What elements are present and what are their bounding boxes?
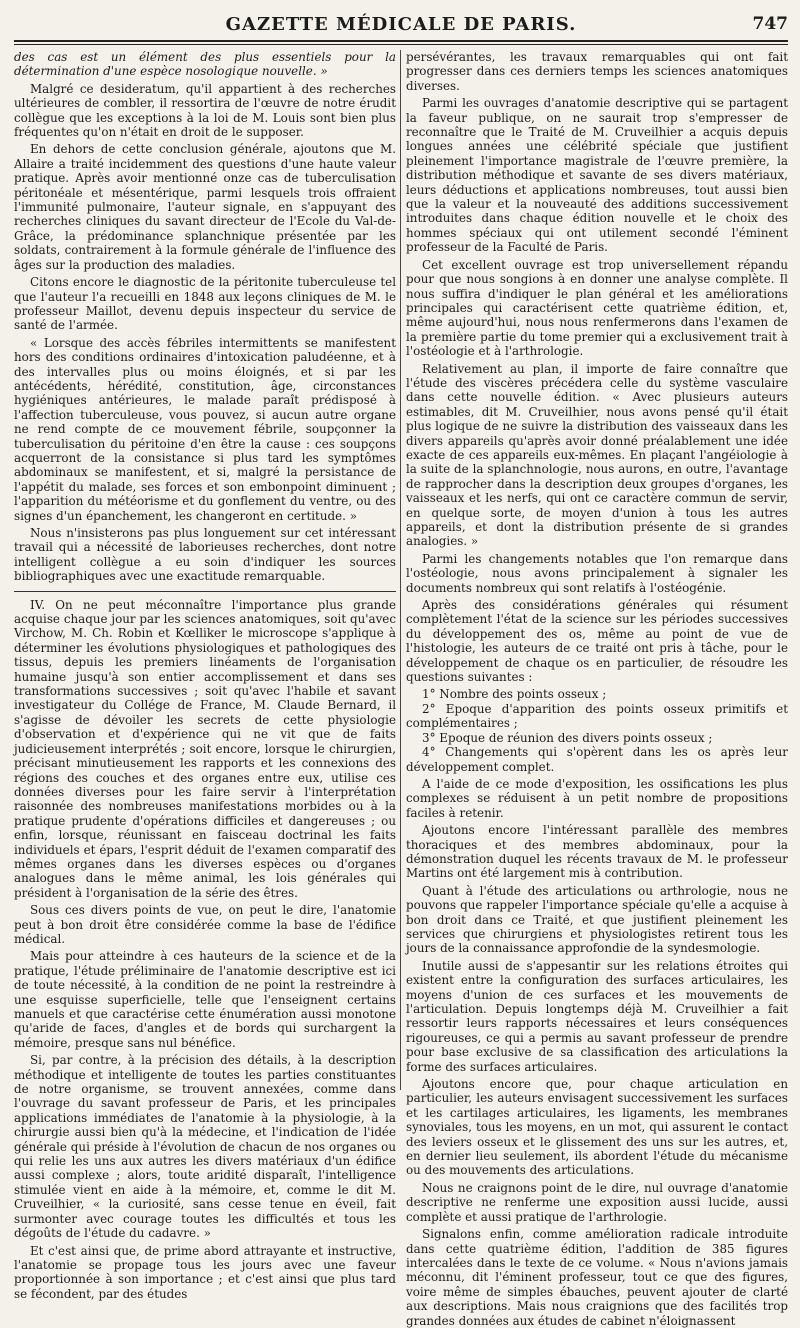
paragraph: Citons encore le diagnostic de la péritonite tuberculeuse tel que l'auteur l'a recueilli en 1848 aux leçons cliniques de M. le professeur Maillot, devenu depuis inspecteur du service de santé de l'armée. — [14, 275, 396, 333]
paragraph: Si, par contre, à la précision des détails, à la description méthodique et intelligente de toutes les parties constituantes de notre organisme, se trouvent annexées, comme dans l'ouvrage du savant professeur de Paris, et les principales applications immédiates de l'anatomie à la physiologie, à la chirurgie aussi bien qu'à la médecine, et l'indication de l'idée générale qui préside à l'évolution de chacun de nos organes ou qui relie les uns aux autres les divers matériaux d'un édifice aussi complexe ; alors, toute aridité disparaît, l'intelligence stimulée vient en aide à la mémoire, et, comme le dit M. Cruveilhier, « la curiosité, sans cesse tenue en éveil, fait surmonter avec courage toutes les difficultés et tous les dégoûts de l'étude du cadavre. » — [14, 1053, 396, 1241]
text-columns — [14, 50, 788, 1328]
paragraph: Après des considérations générales qui résument complètement l'état de la science sur les périodes successives du développement des os, même au point de vue de l'histologie, les auteurs de ce traité ont pris à tâche, pour le développement de chaque os en particulier, de résoudre les questions suivantes : — [406, 598, 788, 685]
column-divider — [400, 50, 401, 1090]
paragraph: A l'aide de ce mode d'exposition, les ossifications les plus complexes se réduisent à un petit nombre de propositions faciles à retenir. — [406, 776, 788, 820]
header-rule-thin — [14, 44, 788, 45]
paragraph: Ajoutons encore l'intéressant parallèle des membres thoraciques et des membres abdominaux, pour la démonstration duquel les récents travaux de M. le professeur Martins ont été largement mis à contribution. — [406, 823, 788, 881]
list-item: 1° Nombre des points osseux ; — [422, 687, 607, 702]
left-column — [14, 50, 396, 1301]
paragraph: Malgré ce desideratum, qu'il appartient à des recherches ultérieures de combler, il ressortira de l'œuvre de notre érudit collègue que les exceptions à la loi de M. Louis sont bien plus fréquentes qu'on n'était en droit de le supposer. — [14, 81, 396, 140]
paragraph: Signalons enfin, comme amélioration radicale introduite dans cette quatrième édition, l'addition de 385 figures intercalées dans le texte de ce volume. « Nous n'avions jamais méconnu, dit l'éminent professeur, tout ce que des figures, voire même de simples ébauches, peuvent ajouter de clarté aux descriptions. Mais nous craignions que des facilités trop grandes données aux études de cabinet n'éloignassent — [406, 1227, 788, 1328]
header-rule — [14, 40, 788, 42]
paragraph: Quant à l'étude des articulations ou arthrologie, nous ne pouvons que rappeler l'importance spéciale qu'elle a acquise à bon droit dans ce Traité, et que justifient pleinement les services que chirurgiens et physiologistes retirent tous les jours de la connaissance approfondie de la syndesmologie. — [406, 883, 788, 956]
page-header — [14, 14, 788, 42]
paragraph: Sous ces divers points de vue, on peut le dire, l'anatomie peut à bon droit être considérée comme la base de l'édifice médical. — [14, 903, 396, 946]
paragraph: persévérantes, les travaux remarquables qui ont fait progresser dans ces derniers temps les sciences anatomiques diverses. — [406, 50, 788, 93]
paragraph: Parmi les ouvrages d'anatomie descriptive qui se partagent la faveur publique, on ne saurait trop s'empresser de reconnaître que le Traité de M. Cruveilhier a acquis depuis longues années une célébrité spéciale que justifient pleinement l'importance magistrale de l'œuvre première, la distribution méthodique et savante de ses divers matériaux, leurs déductions et applications nombreuses, tout aussi bien que la valeur et la nouveauté des additions successivement introduites dans chaque édition nouvelle et le choix des hommes spéciaux qui ont utilement secondé l'éminent professeur de la Faculté de Paris. — [406, 96, 788, 255]
paragraph: « Lorsque des accès fébriles intermittents se manifestent hors des conditions ordinaires d'intoxication paludéenne, et à des intervalles plus ou moins éloignés, et si par les antécédents, hérédité, constitution, âge, circonstances hygiéniques antérieures, le malade paraît prédisposé à l'affection tuberculeuse, vous pouvez, si aucun autre organe ne rend compte de ce mouvement fébrile, soupçonner la tuberculisation du péritoine d'en être la cause : ces soupçons acquerront de la consistance si plus tard les symptômes abdominaux se manifestent, et si, malgré la persistance de l'appétit du malade, ses forces et son embonpoint diminuent ; l'apparition du météorisme et du gonflement du ventre, ou des signes d'un épanchement, les changeront en certitude. » — [14, 335, 396, 523]
paragraph: Cet excellent ouvrage est trop universellement répandu pour que nous songions à en donner une analyse complète. Il nous suffira d'indiquer le plan général et les améliorations principales qui caractérisent cette quatrième édition, et, même aujourd'hui, nous nous renfermerons dans l'examen de la première partie du tome premier qui a exclusivement trait à l'ostéologie et à l'arthrologie. — [406, 257, 788, 359]
paragraph: Mais pour atteindre à ces hauteurs de la science et de la pratique, l'étude préliminaire de l'anatomie descriptive est ici de toute nécessité, à la condition de ne point la restreindre à une esquisse superficielle, telle que l'enseignent certains manuels et que caractérise cette énumération aussi monotone qu'aride de faces, d'angles et de bords qui surchargent la mémoire, presque sans nul bénéfice. — [14, 949, 396, 1050]
paragraph: Nous ne craignons point de le dire, nul ouvrage d'anatomie descriptive ne renferme une exposition aussi lucide, aussi complète et aussi pratique de l'arthrologie. — [406, 1180, 788, 1224]
paragraph: Parmi les changements notables que l'on remarque dans l'ostéologie, nous avons principalement à signaler les documents nombreux qui sont relatifs à l'ostéogénie. — [406, 551, 788, 595]
paragraph: Inutile aussi de s'appesantir sur les relations étroites qui existent entre la configuration des surfaces articulaires, les moyens d'union de ces surfaces et les mouvements de l'articulation. Depuis longtemps déjà M. Cruveilhier a fait ressortir leurs rapports nécessaires et leurs conséquences rigoureuses, ce qui a permis au savant professeur de prendre pour base exclusive de sa classification des articulations la forme des surfaces articulaires. — [406, 958, 788, 1074]
paragraph: des cas est un élément des plus essentiels pour la détermination d'une espèce nosologique nouvelle. » — [14, 50, 396, 79]
list-item: 4° Changements qui s'opèrent dans les os après leur développement complet. — [406, 745, 788, 774]
page-number: 747 — [752, 14, 788, 34]
journal-title: GAZETTE MÉDICALE DE PARIS. — [225, 14, 577, 35]
list-item: 3° Epoque de réunion des divers points osseux ; — [422, 730, 713, 745]
list-item: 2° Epoque d'apparition des points osseux primitifs et complémentaires ; — [406, 701, 788, 731]
paragraph: IV. On ne peut méconnaître l'importance plus grande acquise chaque jour par les sciences anatomiques, soit qu'avec Virchow, M. Ch. Robin et Kœlliker le microscope s'applique à déterminer les évolutions physiologiques et pathologiques des tissus, depuis les premiers linéaments de l'organisation humaine jusqu'à son entier accomplissement et dans ses transformations successives ; soit qu'avec l'habile et savant investigateur du Collége de France, M. Claude Bernard, il s'agisse de dévoiler les secrets de cette physiologie d'observation et d'expérience qui ne vit que de faits judicieusement interprétés ; soit encore, lorsque le chirurgien, précisant minutieusement les rapports et les connexions des régions des couches et des organes entre eux, utilise ces données diverses pour les faire servir à l'interprétation raisonnée des nombreuses manifestations morbides ou à la pratique prudente d'opérations difficiles et dangereuses ; ou enfin, lorsque, réunissant en faisceau doctrinal les faits individuels et épars, l'esprit déduit de l'examen comparatif des mêmes organes dans les diverses espèces ou d'organes analogues dans le même animal, les lois générales qui président à l'organisation de la série des êtres. — [14, 597, 396, 900]
paragraph: Relativement au plan, il importe de faire connaître que l'étude des viscères précédera celle du système vasculaire dans cette nouvelle édition. « Avec plusieurs auteurs estimables, dit M. Cruveilhier, nous avons pensé qu'il était plus logique de ne suivre la distribution des vaisseaux dans les divers appareils qu'après avoir donné préalablement une idée exacte de ces appareils eux-mêmes. En plaçant l'angéiologie à la suite de la splanchnologie, nous aurons, en outre, l'avantage de rapprocher dans la description deux groupes d'organes, les vaisseaux et les nerfs, qui ont ce caractère commun de servir, en quelque sorte, de moyen d'union à tous les autres appareils, et dont la distribution présente de si grandes analogies. » — [406, 361, 788, 549]
paragraph: Nous n'insisterons pas plus longuement sur cet intéressant travail qui a nécessité de laborieuses recherches, dont notre intelligent collègue a eu soin d'indiquer les sources bibliographiques avec une exactitude remarquable. — [14, 526, 396, 584]
paragraph: En dehors de cette conclusion générale, ajoutons que M. Allaire a traité incidemment des questions d'une haute valeur pratique. Après avoir mentionné onze cas de tuberculisation péritonéale et mésentérique, parmi lesquels trois offraient l'immunité pulmonaire, l'auteur signale, en s'appuyant des recherches cliniques du savant directeur de l'Ecole du Val-de-Grâce, la prédominance splanchnique présentée par les soldats, contrairement à la formule générale de l'influence des âges sur la production des maladies. — [14, 142, 396, 272]
section-divider — [14, 591, 396, 592]
paragraph: Et c'est ainsi que, de prime abord attrayante et instructive, l'anatomie se propage tous les jours avec une faveur proportionnée à son importance ; et c'est ainsi que plus tard se fécondent, par des études — [14, 1243, 396, 1301]
paragraph: Ajoutons encore que, pour chaque articulation en particulier, les auteurs envisagent successivement les surfaces et les cartilages articulaires, les ligaments, les membranes synoviales, tous les moyens, en un mot, qui assurent le contact des leviers osseux et le glissement des uns sur les autres, et, en dernier lieu seulement, ils abordent l'étude du mécanisme ou des mouvements des articulations. — [406, 1077, 788, 1178]
right-column — [406, 50, 788, 1328]
